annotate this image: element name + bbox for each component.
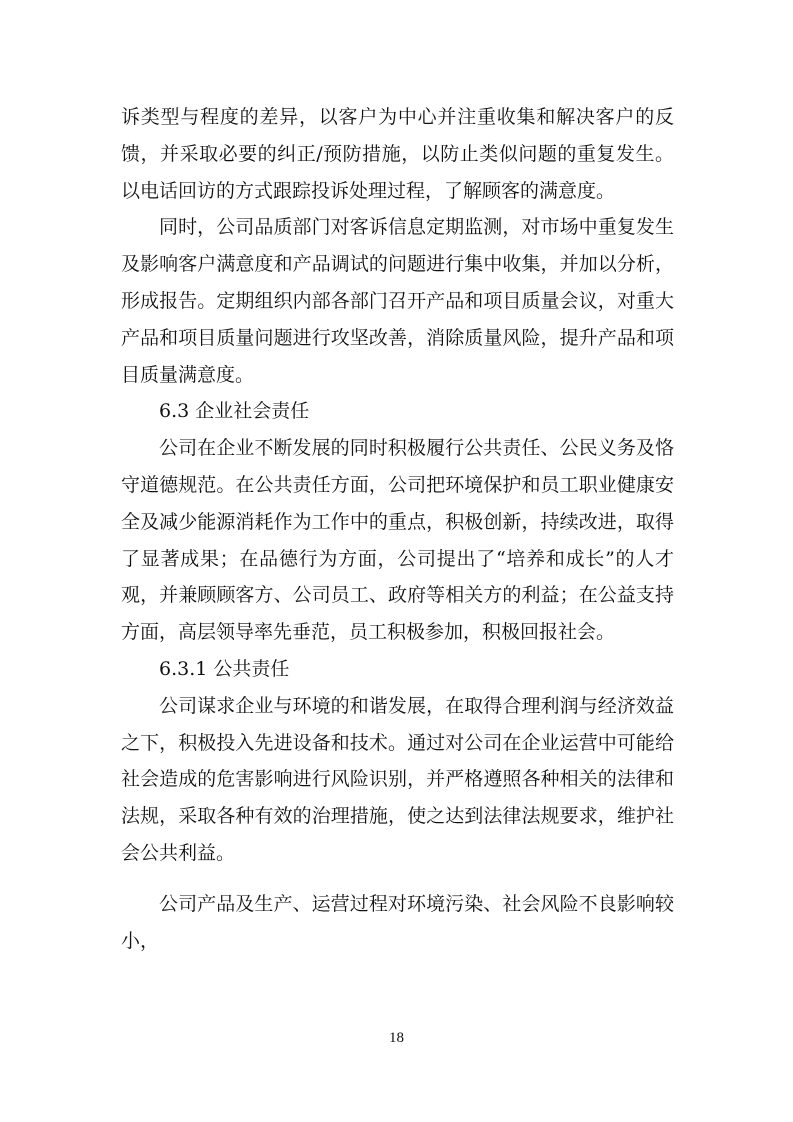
paragraph-quality-monitoring: 同时，公司品质部门对客诉信息定期监测，对市场中重复发生及影响客户满意度和产品调试的问题进行集中收集，并加以分析，形成报告。定期组织内部各部门召开产品和项目质量会议，对重大产品和项目质量问题进行攻坚改善，消除质量风险，提升产品和项目质量满意度。	[121, 216, 674, 386]
paragraph-spacer	[121, 872, 674, 886]
paragraph-public-responsibility: 公司谋求企业与环境的和谐发展，在取得合理利润与经济效益之下，积极投入先进设备和技术。通过对公司在企业运营中可能给社会造成的危害影响进行风险识别，并严格遵照各种相关的法律和法规，采取各种有效的治理措施，使之达到法律法规要求，维护社会公共利益。	[121, 694, 674, 864]
page-number: 18	[389, 1030, 404, 1046]
section-heading-6-3-1: 6.3.1 公共责任	[159, 657, 290, 680]
section-heading-6-3: 6.3 企业社会责任	[159, 400, 310, 423]
paragraph-social-responsibility: 公司在企业不断发展的同时积极履行公共责任、公民义务及恪守道德规范。在公共责任方面，公司把环境保护和员工职业健康安全及减少能源消耗作为工作中的重点，积极创新，持续改进，取得了显著成果；在品德行为方面，公司提出了“培养和成长”的人才观，并兼顾顾客方、公司员工、政府等相关方的利益；在公益支持方面，高层领导率先垂范，员工积极参加，积极回报社会。	[121, 437, 674, 644]
paragraph-customer-feedback: 诉类型与程度的差异，以客户为中心并注重收集和解决客户的反馈，并采取必要的纠正/预防措施，以防止类似问题的重复发生。以电话回访的方式跟踪投诉处理过程，了解顾客的满意度。	[121, 106, 674, 202]
page-body	[121, 99, 674, 959]
paragraph-environmental-impact: 公司产品及生产、运营过程对环境污染、社会风险不良影响较小，	[121, 892, 674, 952]
